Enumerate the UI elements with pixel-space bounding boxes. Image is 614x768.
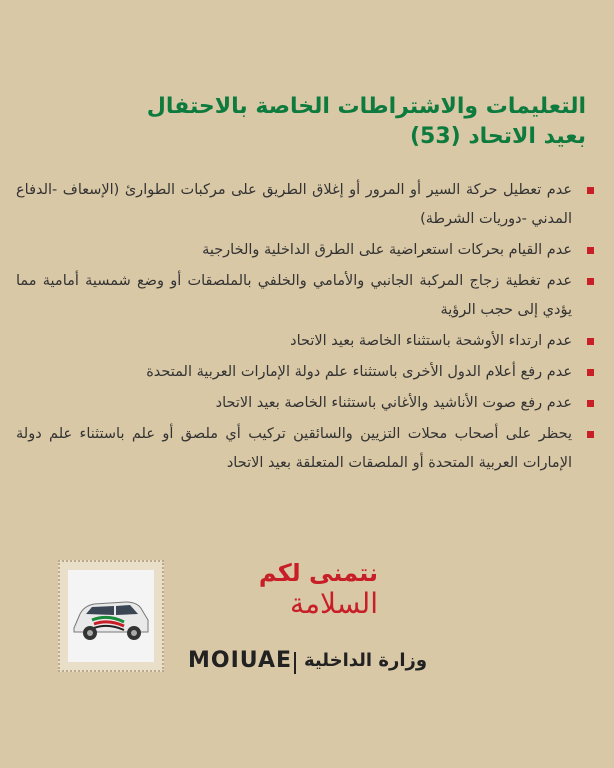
brand-divider [294, 652, 296, 674]
decorated-car-icon [68, 570, 154, 662]
rule-text: عدم رفع أعلام الدول الأخرى باستثناء علم دولة الإمارات العربية المتحدة [146, 364, 572, 380]
wish-line-2: السلامة [289, 587, 378, 620]
rule-item [16, 358, 594, 387]
red-square-bullet-icon [587, 369, 594, 376]
rule-item [16, 267, 594, 325]
ministry-name: وزارة الداخلية [304, 650, 428, 671]
rule-item [16, 389, 594, 418]
red-square-bullet-icon [587, 338, 594, 345]
safety-wish [238, 558, 378, 620]
poster-title [26, 92, 586, 152]
red-square-bullet-icon [587, 431, 594, 438]
title-line-1: التعليمات والاشتراطات الخاصة بالاحتفال [146, 94, 586, 119]
car-stamp-image [58, 560, 164, 672]
red-square-bullet-icon [587, 247, 594, 254]
brand-handle: MOIUAE [188, 648, 293, 673]
rule-item [16, 176, 594, 234]
rules-list [16, 176, 594, 480]
title-line-2: بعيد الاتحاد (53) [409, 124, 586, 149]
red-square-bullet-icon [587, 187, 594, 194]
poster-footer [0, 550, 614, 690]
wish-line-1: نتمنى لكم [258, 559, 378, 587]
rule-text: يحظر على أصحاب محلات التزيين والسائقين تركيب أي ملصق أو علم باستثناء علم دولة الإمارات العربية المتحدة أو الملصقات المتعلقة بعيد الاتحاد [16, 426, 572, 471]
rule-item [16, 327, 594, 356]
rule-text: عدم تغطية زجاج المركبة الجانبي والأمامي والخلفي بالملصقات أو وضع شمسية أمامية مما يؤدي إلى حجب الرؤية [16, 273, 572, 318]
rule-text: عدم رفع صوت الأناشيد والأغاني باستثناء الخاصة بعيد الاتحاد [215, 395, 572, 411]
rule-text: عدم ارتداء الأوشحة باستثناء الخاصة بعيد الاتحاد [290, 333, 572, 349]
rule-text: عدم القيام بحركات استعراضية على الطرق الداخلية والخارجية [202, 242, 572, 258]
red-square-bullet-icon [587, 278, 594, 285]
rule-item [16, 236, 594, 265]
rule-item [16, 420, 594, 478]
rule-text: عدم تعطيل حركة السير أو المرور أو إغلاق الطريق على مركبات الطوارئ (الإسعاف -الدفاع المدني -دوريات الشرطة) [16, 182, 572, 227]
ministry-brand [188, 648, 438, 680]
red-square-bullet-icon [587, 400, 594, 407]
